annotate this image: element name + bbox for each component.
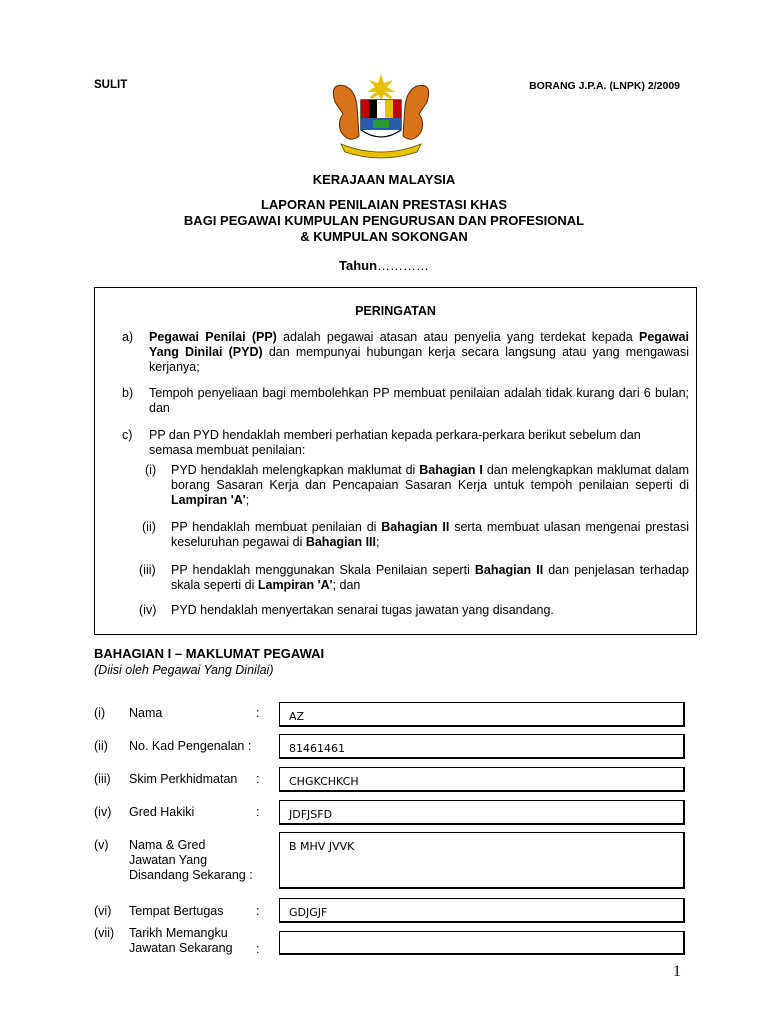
item-c-marker: c): [122, 428, 133, 442]
name-field[interactable]: AZ: [279, 702, 685, 727]
item-iv-marker: (iv): [139, 603, 157, 617]
section1-title: BAHAGIAN I – MAKLUMAT PEGAWAI: [94, 646, 325, 661]
report-title-line2: BAGI PEGAWAI KUMPULAN PENGURUSAN DAN PROFESIONAL: [183, 213, 585, 228]
service-scheme-field[interactable]: CHGKCHKCH: [279, 767, 685, 792]
colon: :: [256, 805, 260, 819]
item-iv-text: PYD hendaklah menyertakan senarai tugas jawatan yang disandang.: [171, 603, 554, 617]
position-label-line2: Jawatan Yang: [129, 853, 208, 867]
item-i-marker: (i): [145, 463, 157, 477]
actual-grade-label: Gred Hakiki: [129, 805, 195, 819]
item-iii-text: PP hendaklah menggunakan Skala Penilaian seperti Bahagian II dan penjelasan terhadap skala seperti di Lampiran 'A'; dan: [171, 563, 689, 592]
year-value[interactable]: …………: [377, 258, 430, 273]
item-b-marker: b): [122, 386, 134, 400]
row-num: (v): [94, 838, 109, 852]
position-field[interactable]: B MHV JVVK: [279, 832, 685, 889]
item-ii-marker: (ii): [142, 520, 156, 534]
item-a-marker: a): [122, 330, 134, 344]
year-field: [0, 258, 768, 273]
colon: :: [256, 706, 260, 720]
year-label: Tahun: [338, 258, 378, 273]
acting-date-label-line1: Tarikh Memangku: [129, 926, 228, 940]
row-num: (ii): [94, 739, 108, 753]
item-ii-text: PP hendaklah membuat penilaian di Bahagian II serta membuat ulasan mengenai prestasi keseluruhan pegawai di Bahagian III;: [171, 520, 689, 549]
row-num: (iv): [94, 805, 112, 819]
item-iii-marker: (iii): [139, 563, 156, 577]
colon: :: [256, 772, 260, 786]
row-num: (vii): [94, 926, 115, 940]
row-num: (iii): [94, 772, 111, 786]
classification-label: SULIT: [94, 79, 128, 91]
warning-box: [94, 287, 697, 635]
ic-number-field[interactable]: 81461461: [279, 734, 685, 759]
ic-number-label: No. Kad Pengenalan :: [129, 739, 252, 753]
workplace-field[interactable]: GDJGJF: [279, 898, 685, 923]
item-b-text: Tempoh penyeliaan bagi membolehkan PP membuat penilaian adalah tidak kurang dari 6 bulan; dan: [149, 386, 689, 415]
page-number: 1: [673, 963, 681, 980]
form-code: BORANG J.P.A. (LNPK) 2/2009: [529, 80, 680, 92]
workplace-label: Tempat Bertugas: [129, 904, 224, 918]
government-title: KERAJAAN MALAYSIA: [312, 172, 456, 187]
row-num: (vi): [94, 904, 112, 918]
warning-title: PERINGATAN: [355, 304, 436, 318]
malaysia-coat-of-arms-icon: [327, 72, 435, 160]
row-num: (i): [94, 706, 106, 720]
report-title-line3: & KUMPULAN SOKONGAN: [300, 229, 468, 244]
colon: :: [256, 942, 260, 956]
service-scheme-label: Skim Perkhidmatan: [129, 772, 238, 786]
item-c-text: PP dan PYD hendaklah memberi perhatian kepada perkara-perkara berikut sebelum dan semasa membuat penilaian:: [149, 428, 641, 457]
acting-date-field[interactable]: [279, 931, 685, 955]
section1-subtitle: (Diisi oleh Pegawai Yang Dinilai): [94, 663, 274, 677]
position-label-line1: Nama & Gred: [129, 838, 206, 852]
actual-grade-field[interactable]: JDFJSFD: [279, 800, 685, 825]
colon: :: [256, 904, 260, 918]
item-i-text: PYD hendaklah melengkapkan maklumat di Bahagian I dan melengkapkan maklumat dalam borang Sasaran Kerja dan Pencapaian Sasaran Kerja untuk tempoh penilaian seperti di Lampiran 'A';: [171, 463, 689, 507]
item-a-text: Pegawai Penilai (PP) adalah pegawai atasan atau penyelia yang terdekat kepada Pegawai Yang Dinilai (PYD) dan mempunyai hubungan kerja secara langsung atau yang mengawasi kerjanya;: [149, 330, 690, 374]
position-label-line3: Disandang Sekarang :: [129, 868, 253, 882]
acting-date-label-line2: Jawatan Sekarang: [129, 941, 233, 955]
name-label: Nama: [129, 706, 163, 720]
report-title-line1: LAPORAN PENILAIAN PRESTASI KHAS: [260, 197, 508, 212]
